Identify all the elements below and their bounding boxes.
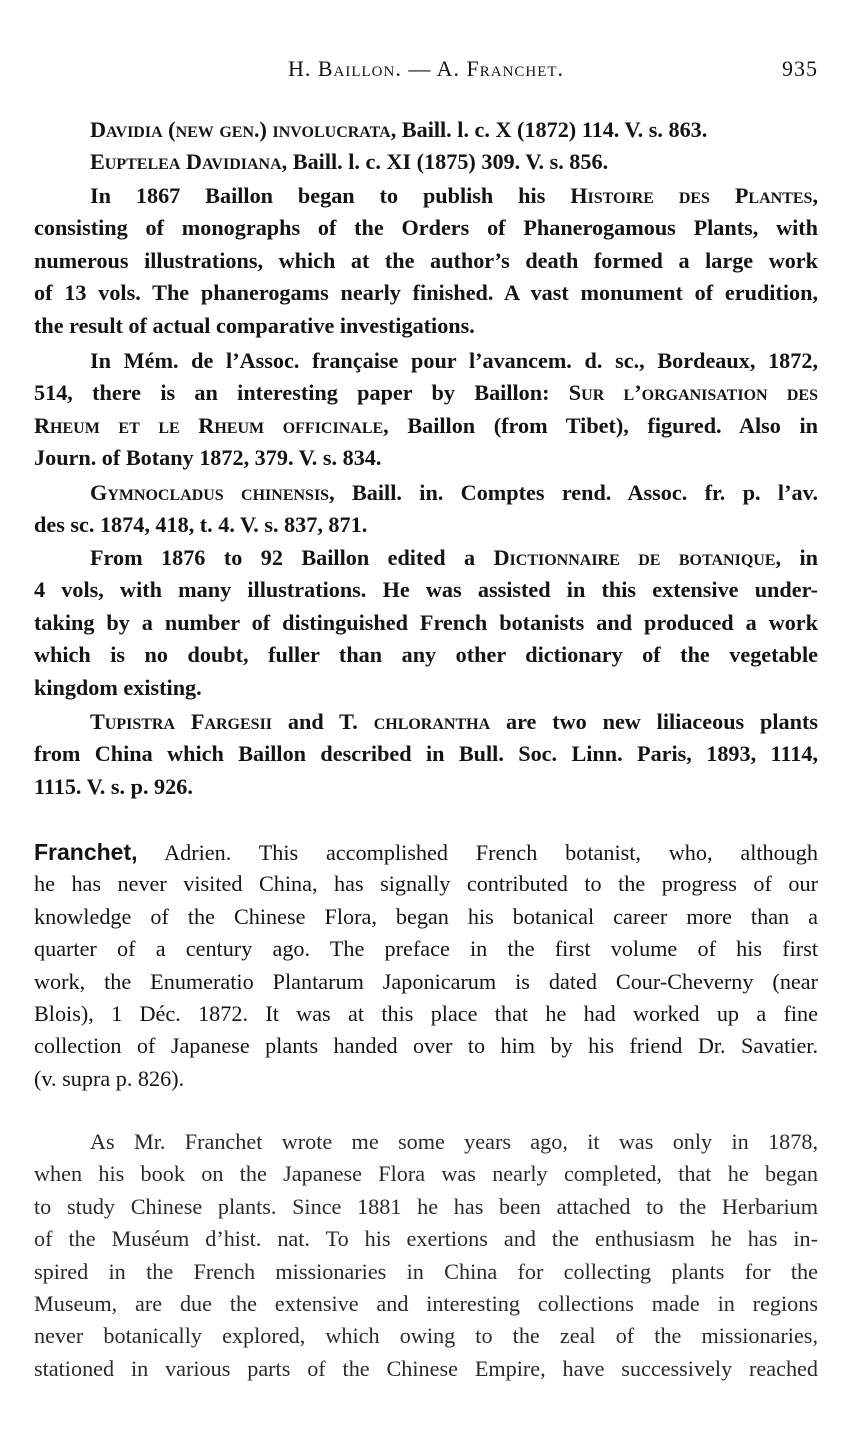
species-name: Tupistra Fargesii (90, 709, 273, 734)
entry-gymnocladus: Gymnocladus chinensis, Baill. in. Comptes rend. Assoc. fr. p. l’av. des sc. 1874, 418, t. 4. V. s. 837, 871. (34, 480, 818, 538)
book-title: Dictionnaire de botanique, (493, 545, 782, 570)
paragraph-tupistra: Tupistra Fargesii and T. chlorantha are two new liliaceous plants from China which Baillon described in Bull. Soc. Linn. Paris, 1893, 1114, 1115. V. s. p. 926. (34, 709, 819, 799)
running-header (34, 56, 818, 90)
citation: Baill. l. c. X (1872) 114. V. s. 863. (401, 117, 708, 142)
paragraph-histoire-des-plantes: In 1867 Baillon began to publish his Histoire des Plantes, consisting of monographs of the Orders of Phanerogamous Plants, with numerous illustrations, which at the author’s death formed a large work of 13 vols. The phanerogams nearly finished. A vast monument of erudition, the result of actual comparative investigations. (34, 183, 818, 338)
entry-davidia (34, 114, 818, 146)
species-name: involucrata, (272, 117, 397, 142)
book-title: Histoire des Plantes, (570, 183, 818, 208)
paragraph-dictionnaire: From 1876 to 92 Baillon edited a Dictionnaire de botanique, in 4 vols, with many illustrations. He was assisted in this extensive under- taking by a number of distinguished French botanists and produced a work which is no doubt, fuller than any other dictionary of the vegetable kingdom existing. (34, 545, 818, 700)
entry-euptelea (34, 146, 818, 178)
paper-title-cont: Rheum et le Rheum officinale, (34, 412, 389, 438)
running-title: H. Baillon. — A. Franchet. (287, 56, 565, 81)
species-name: Gymnocladus chinensis, (90, 480, 335, 505)
author-heading: Franchet, (34, 839, 138, 865)
paragraph-chinese-plants: As Mr. Franchet wrote me some years ago, it was only in 1878, when his book on the Japanese Flora was nearly completed, that he began to study Chinese plants. Since 1881 he has been attached to the Herbarium of the Muséum d’hist. nat. To his exertions and the enthusiasm he has in- spired in the French missionaries in China for collecting plants for the Museum, are due the extensive and interesting collections made in regions never botanically explored, which owing to the zeal of the missionaries, stationed in various parts of the Chinese Empire, have successively reached (34, 1129, 818, 1381)
paper-title: Sur l’organisation des (568, 380, 818, 406)
species-name: chlorantha (373, 709, 491, 734)
genus-name: Davidia (new gen.) (90, 117, 267, 142)
citation: Baill. l. c. XI (1875) 309. V. s. 856. (292, 149, 609, 174)
page-number: 935 (782, 56, 818, 81)
species-name: Euptelea Davidiana, (90, 149, 288, 174)
paragraph-memoire: In Mém. de l’Assoc. française pour l’avancem. d. sc., Bordeaux, 1872, 514, there is an interesting paper by Baillon: Sur l’organisation des Rheum et le Rheum officinale, Baillon (from Tibet), figured. Also in Journ. of Botany 1872, 379. V. s. 834. (34, 348, 819, 471)
paragraph-franchet: Franchet, Adrien. This accomplished French botanist, who, although he has never visited China, has signally contributed to the progress of our knowledge of the Chinese Flora, began his botanical career more than a quarter of a century ago. The preface in the first volume of his first work, the Enumeratio Plantarum Japonicarum is dated Cour-Cheverny (near Blois), 1 Déc. 1872. It was at this place that he had worked up a fine collection of Japanese plants handed over to him by his friend Dr. Savatier. (v. supra p. 826). (34, 839, 818, 1091)
